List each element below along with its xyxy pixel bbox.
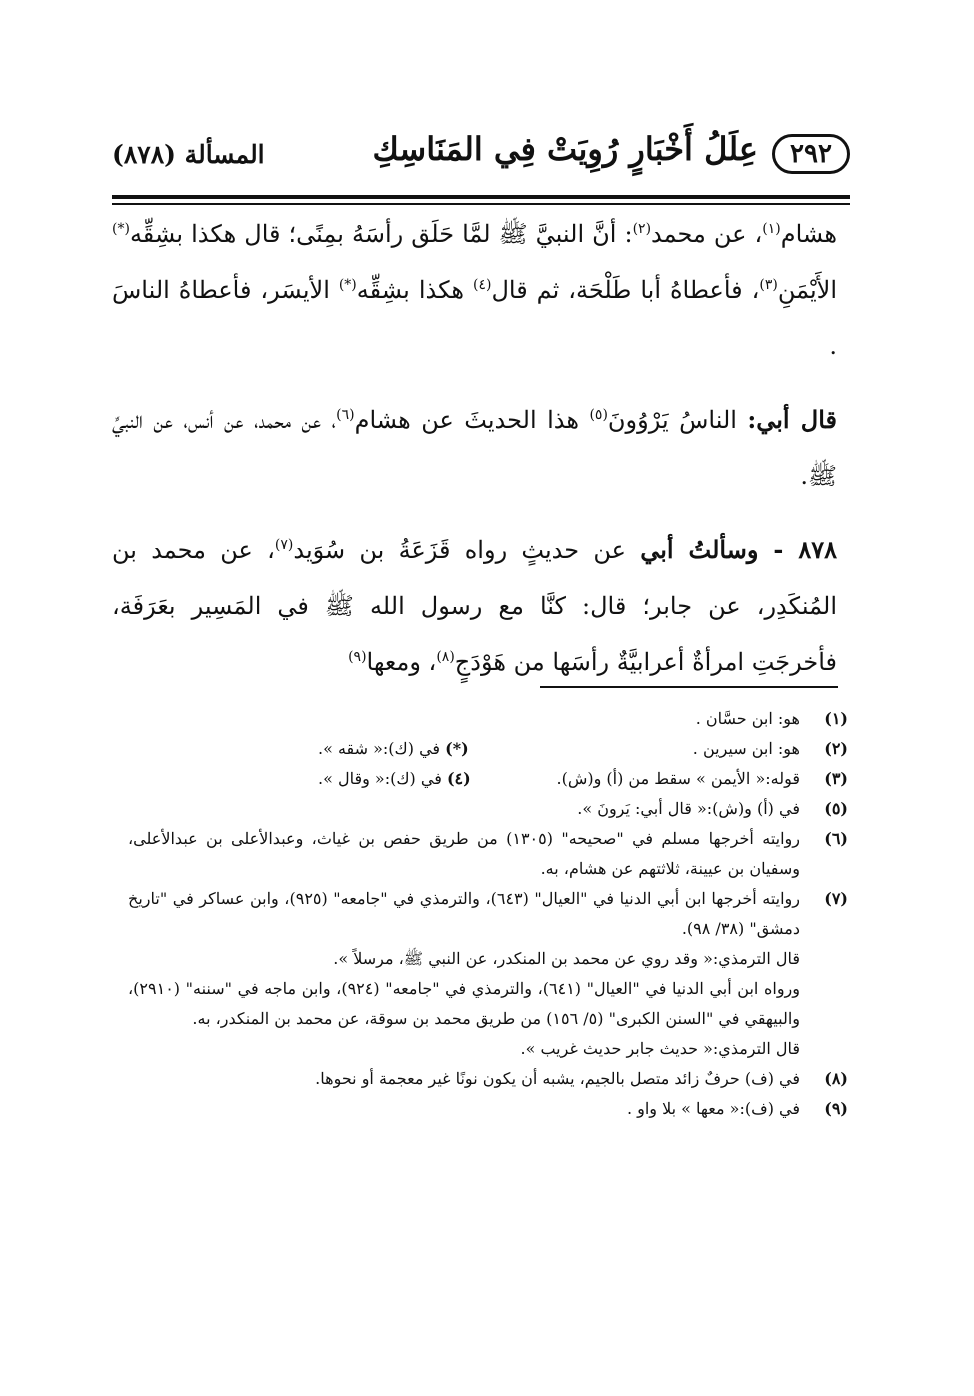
paragraph-1 <box>112 206 837 374</box>
footnote-row-2 <box>128 734 848 764</box>
footnote-number: (٢) <box>824 739 848 758</box>
header-rule-thin <box>112 203 850 205</box>
footnote-5 <box>128 794 848 824</box>
header-rule-thick <box>112 195 850 199</box>
footnote-ref: (*) <box>112 221 130 237</box>
text-run: الأيسَر، فأعطاهُ الناسَ . <box>112 276 837 360</box>
footnote-6 <box>128 824 848 884</box>
text-run: هشام <box>780 220 837 248</box>
footnote-ref: (*) <box>338 277 357 293</box>
text-run: ، ومعها <box>366 648 437 676</box>
text-run: : أنَّ النبيَّ ﷺ لمَّا حَلَق رأسَهُ بمِنًى؛ قال هكذا بشِقِّه <box>129 220 633 248</box>
page-header <box>112 122 850 184</box>
book-title: عِلَلُ أَخْبَارٍ رُوِيَتْ فِي المَنَاسِكِ <box>372 130 758 168</box>
footnote-number: (٨) <box>824 1069 848 1088</box>
text-run: الأَيْمَنِ <box>777 276 837 304</box>
footnote-7-continuation: قال الترمذي:« وقد روي عن محمد بن المنكدر، عن النبي ﷺ، مرسلاً ». <box>333 949 800 968</box>
footnote-8 <box>128 1064 848 1094</box>
footnote-row-3 <box>128 764 848 794</box>
text-run: ، عن محمد بن المُنكَدِر، عن جابر؛ قال: كنَّا مع رسول الله ﷺ في المَسِير بعَرَفَة، فأخرجَتِ امرأةٌ أعرابيَّةٌ رأسَها من هَوْدَجٍ <box>112 536 837 676</box>
footnote-text: في (ك):« شقه ». <box>318 739 441 758</box>
footnote-number: (*) <box>445 739 469 758</box>
paragraph-3 <box>112 522 837 690</box>
paragraph-2 <box>112 392 837 504</box>
footnote-ref: (٧) <box>274 537 294 553</box>
footnote-number: (٦) <box>824 829 848 848</box>
text-run: هذا الحديثَ عن هشام <box>354 406 590 434</box>
footnote-text: في (ف) حرفٌ زائد متصل بالجيم، يشبه أن يكون نونًا غير معجمة أو نحوها. <box>315 1069 800 1088</box>
footnote-ref: (٦) <box>336 407 355 423</box>
footnote-text: في (ف):« معها » بلا واو . <box>626 1099 800 1118</box>
footnote-number: (٥) <box>824 799 848 818</box>
footnote-text: في (ك):« وقال ». <box>318 769 442 788</box>
text-run: عن حديثٍ رواه قَزَعَةُ بن سُوَيد <box>293 536 641 564</box>
footnote-ref: (٣) <box>759 277 778 293</box>
footnote-text: هو: ابن سيرين . <box>692 739 800 758</box>
footnote-number: (٧) <box>824 889 848 908</box>
text-run: ، عن محمد <box>651 220 763 248</box>
text-run: ، فأعطاهُ أبا طَلْحَة، ثم قال <box>491 276 760 304</box>
footnote-ref: (٢) <box>632 221 652 237</box>
footnote-text: روايته أخرجها ابن أبي الدنيا في "العيال" (٦٤٣)، والترمذي في "جامعه" (٩٢٥)، وابن عساكر في "تاريخ دمشق" (٣٨/ ٩٨). <box>128 889 801 938</box>
footnote-text: روايته أخرجها مسلم في "صحيحه" (١٣٠٥) من طريق حفص بن غياث، وعبدالأعلى بن عبدالأعلى، وسفيان بن عيينة، ثلاثتهم عن هشام، به. <box>128 829 801 878</box>
footnote-text: قوله:« الأيمن » سقط من (أ) و(ش). <box>556 769 800 788</box>
footnote-9 <box>128 1094 848 1124</box>
footnote-separator <box>540 686 838 688</box>
issue-label: المسألة (٨٧٨) <box>112 140 265 169</box>
footnote-text: في (أ) و(ش):« قال أبي: يَرونَ ». <box>577 799 800 818</box>
text-run: الناسُ يَرْوُونَ <box>607 406 748 434</box>
text-run: ، عن محمد، عن أنس، عن النبيِّ ﷺ. <box>112 406 837 490</box>
footnote-number: (١) <box>824 709 848 728</box>
paragraph-lead: قال أبي: <box>747 405 837 434</box>
text-run: هكذا بشِقِّه <box>356 276 473 304</box>
footnote-1 <box>128 704 848 734</box>
footnote-ref: (٤) <box>472 277 492 293</box>
footnote-7-continuation: قال الترمذي:« حديث جابر حديث غريب ». <box>520 1039 800 1058</box>
page-number: ٢٩٢ <box>772 134 850 174</box>
footnote-ref: (٨) <box>436 649 455 665</box>
footnotes <box>128 704 848 1124</box>
footnote-number: (٣) <box>824 769 848 788</box>
footnote-7 <box>128 884 848 944</box>
footnote-7-continuation: ورواه ابن أبي الدنيا في "العيال" (٦٤١)، والترمذي في "جامعه" (٩٢٤)، وابن ماجه في "سننه" (٢٩١٠)، والبيهقي في "السنن الكبرى" (٥/ ١٥٦) من طريق محمد بن سوقة، عن محمد بن المنكدر، به. <box>128 979 801 1028</box>
footnote-text: هو: ابن حسَّان . <box>695 709 800 728</box>
footnote-number: (٤) <box>446 769 471 788</box>
footnote-number: (٩) <box>824 1099 848 1118</box>
footnote-ref: (١) <box>762 221 781 237</box>
footnote-ref: (٥) <box>589 407 608 423</box>
footnote-ref: (٩) <box>348 649 367 665</box>
main-text <box>112 206 837 690</box>
paragraph-lead: ٨٧٨ - وسألتُ أبي <box>640 535 837 564</box>
